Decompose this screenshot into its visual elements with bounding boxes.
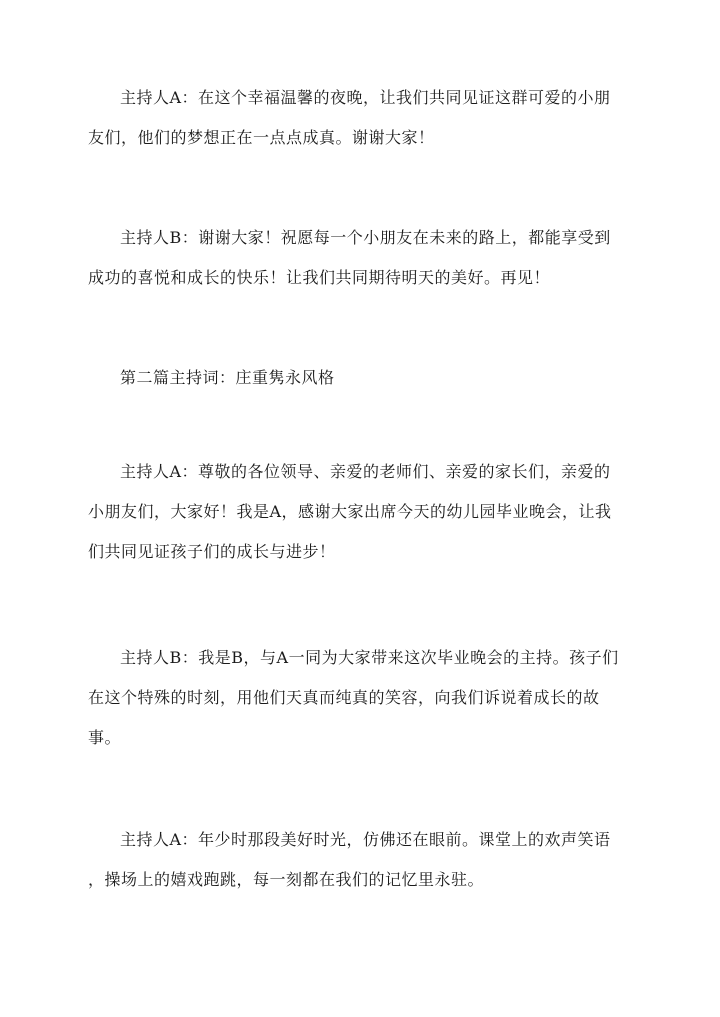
heading-text: 第二篇主持词：庄重隽永风格 [120,368,335,387]
paragraph-host-b-closing [88,218,648,298]
paragraph-host-a-opening [88,452,648,572]
text-line: 友们，他们的梦想正在一点点成真。谢谢大家！ [88,128,435,147]
section-heading [88,358,648,398]
text-line: 们共同见证孩子们的成长与进步！ [88,542,336,561]
text-line: 主持人A：年少时那段美好时光，仿佛还在眼前。课堂上的欢声笑语 [120,830,611,849]
text-line: 成功的喜悦和成长的快乐！让我们共同期待明天的美好。再见！ [88,268,551,287]
paragraph-host-a-memories [88,820,648,900]
text-line: 主持人B：我是B，与A一同为大家带来这次毕业晚会的主持。孩子们 [120,648,619,667]
text-line: ，操场上的嬉戏跑跳，每一刻都在我们的记忆里永驻。 [88,870,485,889]
paragraph-host-b-opening [88,638,648,758]
text-line: 主持人A：尊敬的各位领导、亲爱的老师们、亲爱的家长们，亲爱的 [120,462,611,481]
text-line: 事。 [88,728,122,747]
text-line: 主持人B：谢谢大家！祝愿每一个小朋友在未来的路上，都能享受到 [120,228,611,247]
text-line: 小朋友们，大家好！我是A，感谢大家出席今天的幼儿园毕业晚会，让我 [88,502,612,521]
paragraph-host-a-closing [88,78,648,158]
text-line: 在这个特殊的时刻，用他们天真而纯真的笑容，向我们诉说着成长的故 [88,688,600,707]
text-line: 主持人A：在这个幸福温馨的夜晚，让我们共同见证这群可爱的小朋 [120,88,611,107]
